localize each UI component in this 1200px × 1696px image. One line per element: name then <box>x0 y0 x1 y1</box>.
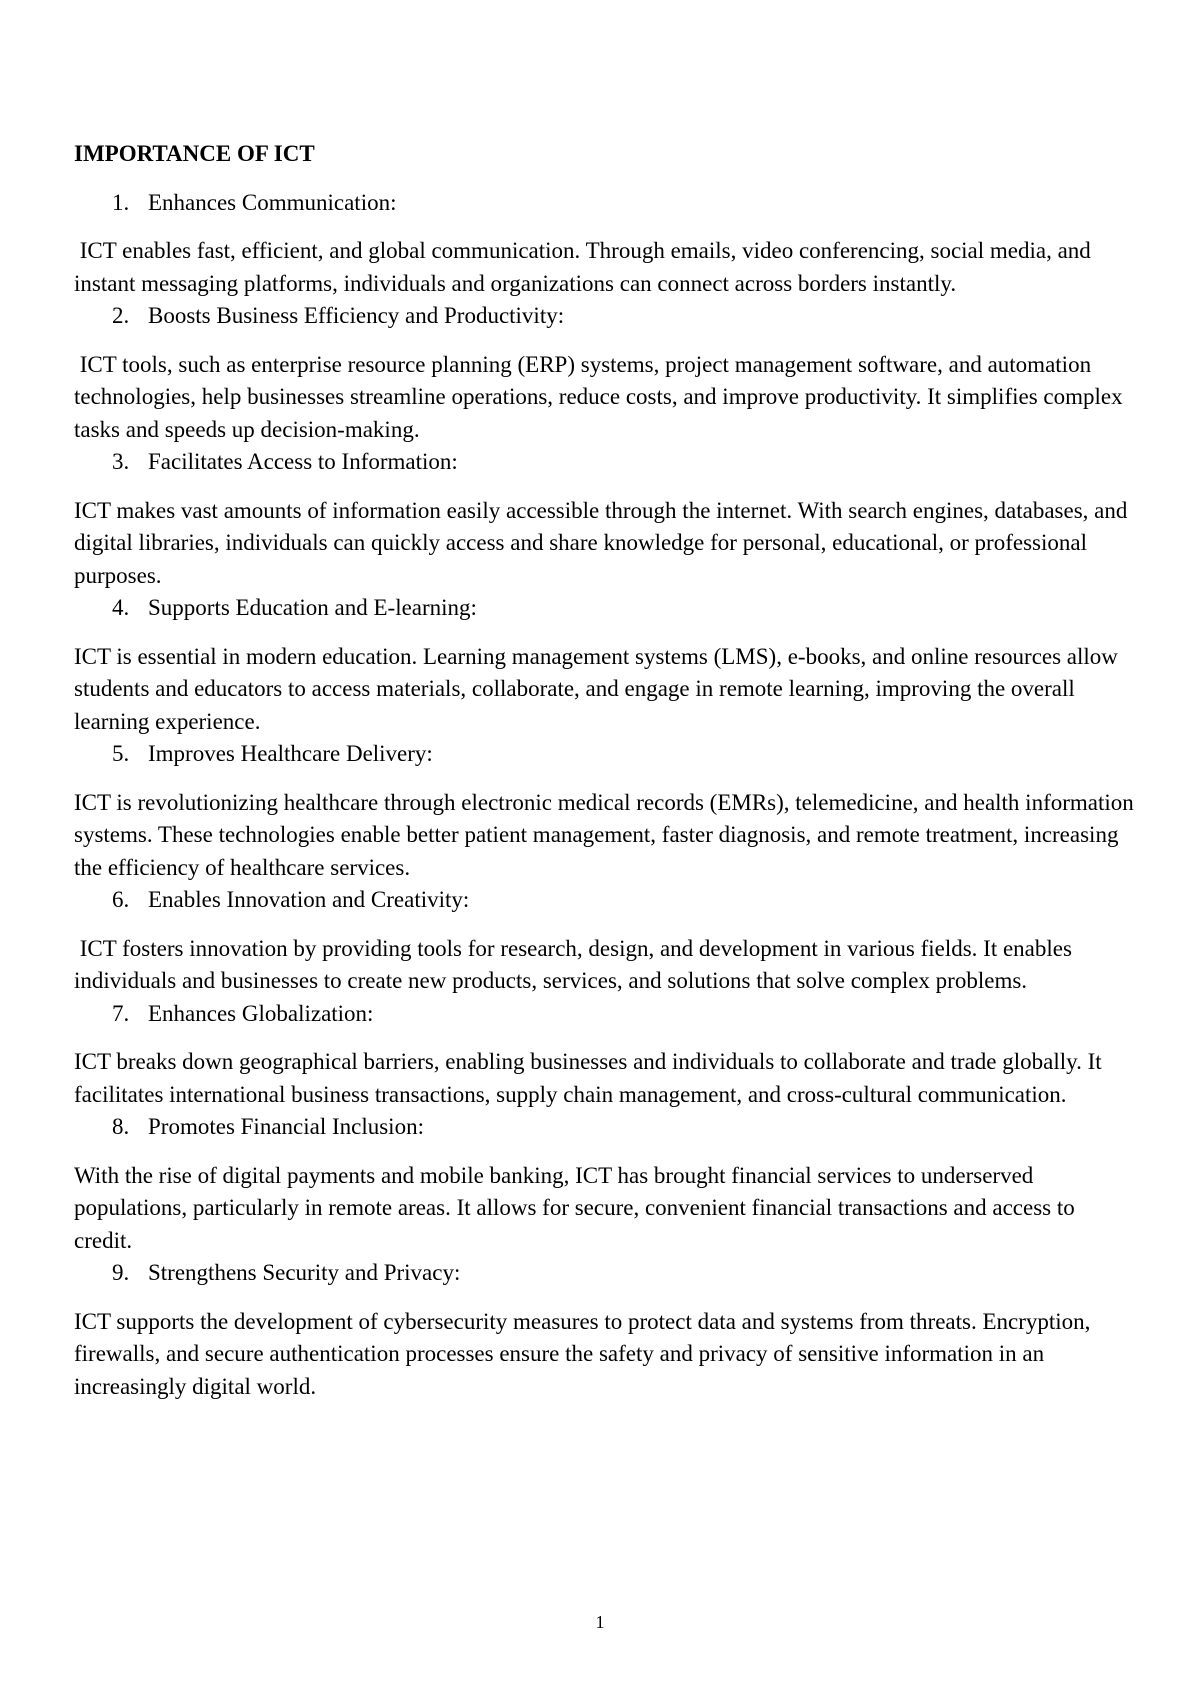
section-number: 7. <box>112 1000 130 1026</box>
section-paragraph: With the rise of digital payments and mobile banking, ICT has brought financial services to underserved populations, particularly in remote areas. It allows for secure, convenient financial transactions and access to credit. <box>74 1162 1075 1253</box>
section-paragraph: ICT fosters innovation by providing tools for research, design, and development in various fields. It enables individuals and businesses to create new products, services, and solutions that solve complex problems. <box>74 935 1078 993</box>
section-number: 9. <box>112 1260 130 1285</box>
section-heading-text: Boosts Business Efficiency and Productivity: <box>148 303 565 328</box>
section-number: 1. <box>112 189 130 215</box>
page-number: 1 <box>595 1612 605 1632</box>
section-paragraph: ICT makes vast amounts of information easily accessible through the internet. With search engines, databases, and digital libraries, individuals can quickly access and share knowledge for personal, educational, or professional purposes. <box>74 497 1128 588</box>
section-paragraph: ICT is essential in modern education. Learning management systems (LMS), e-books, and online resources allow students and educators to access materials, collaborate, and engage in remote learning, improving the overall learning experience. <box>74 643 1118 734</box>
section-number: 5. <box>112 741 130 766</box>
document-title: IMPORTANCE OF ICT <box>74 141 315 166</box>
section-heading <box>74 1257 1134 1290</box>
section-number: 8. <box>112 1114 130 1139</box>
section-number: 6. <box>112 887 130 912</box>
section-heading-text: Improves Healthcare Delivery: <box>148 741 433 766</box>
section-paragraph: ICT is revolutionizing healthcare through electronic medical records (EMRs), telemedicine, and health information systems. These technologies enable better patient management, faster diagnosis, and remote treatment, increasing the efficiency of healthcare services. <box>74 789 1134 880</box>
section-heading-text: Enhances Globalization: <box>148 1000 374 1026</box>
section-heading <box>74 592 1134 625</box>
section-heading <box>74 1111 1134 1144</box>
section-heading-text: Enables Innovation and Creativity: <box>148 887 470 912</box>
section-paragraph: ICT breaks down geographical barriers, enabling businesses and individuals to collaborate and trade globally. It facilitates international business transactions, supply chain management, and cross-cultural communication. <box>74 1049 1102 1107</box>
section-heading <box>74 884 1134 917</box>
section-heading-text: Strengthens Security and Privacy: <box>148 1260 461 1285</box>
section-heading <box>74 446 1134 479</box>
section-heading <box>74 738 1134 771</box>
section-number: 2. <box>112 303 130 328</box>
section-heading <box>74 187 1134 220</box>
section-heading-text: Enhances Communication: <box>148 189 397 215</box>
section-heading-text: Supports Education and E-learning: <box>148 595 477 620</box>
document-body <box>74 138 1134 1403</box>
section-paragraph: ICT supports the development of cybersecurity measures to protect data and systems from threats. Encryption, firewalls, and secure authentication processes ensure the safety and privacy of sensitive information in an increasingly digital world. <box>74 1308 1091 1399</box>
section-heading-text: Promotes Financial Inclusion: <box>148 1114 424 1139</box>
section-heading <box>74 300 1134 333</box>
section-number: 4. <box>112 595 130 620</box>
section-heading-text: Facilitates Access to Information: <box>148 449 458 474</box>
section-paragraph: ICT enables fast, efficient, and global communication. Through emails, video conferencing, social media, and instant messaging platforms, individuals and organizations can connect across borders instantly. <box>74 238 1097 296</box>
section-heading <box>74 998 1134 1031</box>
section-number: 3. <box>112 449 130 474</box>
section-paragraph: ICT tools, such as enterprise resource planning (ERP) systems, project management software, and automation technologies, help businesses streamline operations, reduce costs, and improve productivity. It simplifies complex tasks and speeds up decision-making. <box>74 351 1129 442</box>
